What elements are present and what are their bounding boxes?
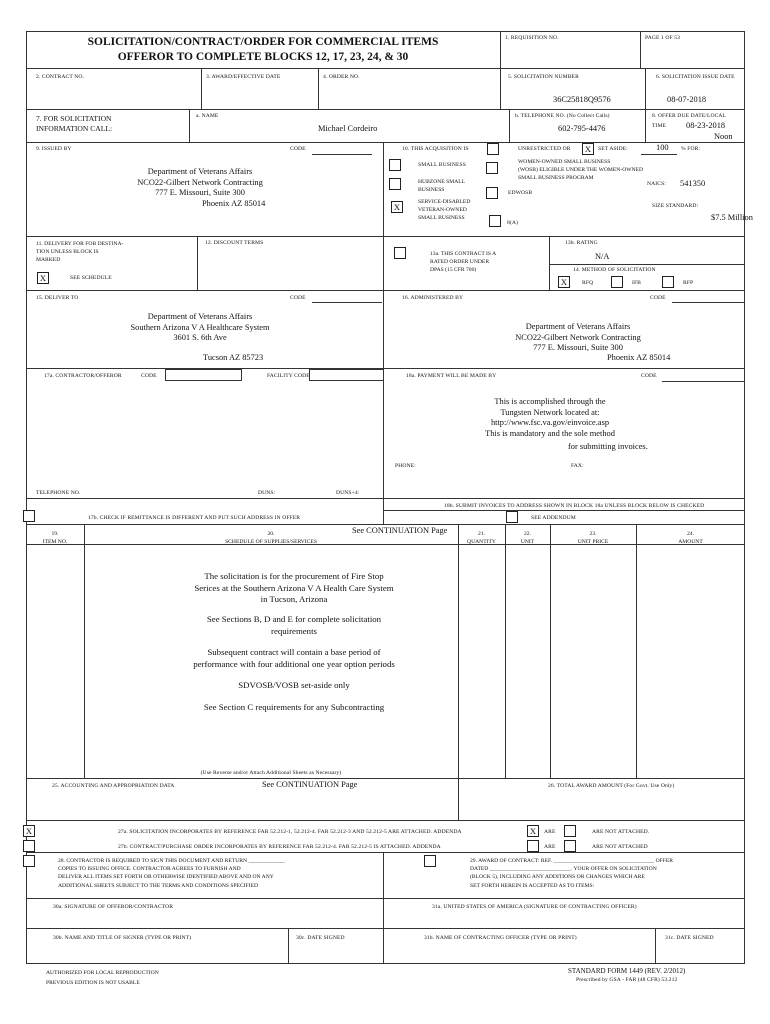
27b-are-checkbox[interactable] xyxy=(527,840,539,852)
solicitation-number-label: 5. SOLICITATION NUMBER xyxy=(508,74,579,80)
28-checkbox[interactable] xyxy=(23,855,35,867)
administered-by-code-label: CODE xyxy=(650,295,666,301)
see-schedule-label: SEE SCHEDULE xyxy=(70,275,112,281)
payment-code-label: CODE xyxy=(641,373,657,379)
29-checkbox[interactable] xyxy=(424,855,436,867)
small-business-label: SMALL BUSINESS xyxy=(418,162,466,168)
requisition-label: 1. REQUISITION NO. xyxy=(505,35,559,41)
facility-code-field[interactable] xyxy=(309,369,383,381)
eight-a-checkbox[interactable] xyxy=(489,215,501,227)
set-aside-percent: 100 xyxy=(656,143,669,152)
block-28-text: 28. CONTRACTOR IS REQUIRED TO SIGN THIS DOCUMENT AND RETURN _____________ COPIES TO ISSUING OFFICE. CONTRACTOR AGREES TO FURNISH AND DELIVER ALL ITEMS SET FORTH OR OTHERWISE IDENTIFIED ABOVE AND ON ANY ADDITIONAL SHEETS SUBJECT TO THE TERMS AND CONDITIONS SPECIFIED xyxy=(58,858,285,889)
27b-are-not-label: ARE NOT ATTACHED xyxy=(592,844,648,850)
ifb-checkbox[interactable] xyxy=(611,276,623,288)
rfp-checkbox[interactable] xyxy=(662,276,674,288)
order-no-label: 4. ORDER NO. xyxy=(323,74,360,80)
deliver-to-address: Department of Veterans Affairs Southern Arizona V A Healthcare System 3601 S. 6th Ave xyxy=(130,312,270,342)
ifb-label: IFB xyxy=(632,280,642,286)
schedule-continuation: See CONTINUATION Page xyxy=(352,526,448,535)
delivery-fob-label: 11. DELIVERY FOR FOB DESTINA- TION UNLESS BLOCK IS MARKED xyxy=(36,241,124,264)
rfq-checkbox[interactable]: X xyxy=(558,276,570,288)
form-title: SOLICITATION/CONTRACT/ORDER FOR COMMERCIAL ITEMS xyxy=(87,36,439,48)
schedule-description-1: The solicitation is for the procurement of Fire Stop Serices at the Southern Arizona V A Health Care System in Tucson, Arizona xyxy=(194,571,394,604)
telephone-label: TELEPHONE NO. xyxy=(36,490,81,496)
sdvosb-checkbox[interactable]: X xyxy=(391,201,403,213)
27b-checkbox[interactable] xyxy=(23,840,35,852)
remittance-label: 17b. CHECK IF REMITTANCE IS DIFFERENT AND PUT SUCH ADDRESS IN OFFER xyxy=(88,515,301,521)
col-item-no: 19. ITEM NO. xyxy=(42,531,68,546)
size-standard-label: SIZE STANDARD: xyxy=(652,203,699,209)
method-label: 14. METHOD OF SOLICITATION xyxy=(573,267,656,273)
set-aside-label: SET ASIDE: xyxy=(598,146,628,152)
accounting-label: 25. ACCOUNTING AND APPROPRIATION DATA xyxy=(52,783,175,789)
info-call-label: 7. FOR SOLICITATION INFORMATION CALL: xyxy=(36,114,113,133)
rating-label: 13b. RATING xyxy=(565,240,598,246)
officer-name-label: 31b. NAME OF CONTRACTING OFFICER (TYPE OR PRINT) xyxy=(424,935,577,941)
rfq-label: RFQ xyxy=(582,280,594,286)
issue-date-label: 6. SOLICITATION ISSUE DATE xyxy=(656,74,735,80)
see-addendum-label: SEE ADDENDUM xyxy=(531,515,576,521)
solicitation-number: 36C25818Q9576 xyxy=(553,95,611,104)
27a-are-not-label: ARE NOT ATTACHED. xyxy=(592,829,650,835)
see-schedule-checkbox[interactable]: X xyxy=(37,272,49,284)
27a-are-not-checkbox[interactable] xyxy=(564,825,576,837)
administered-by-city: Phoenix AZ 85014 xyxy=(607,353,671,362)
col-amount: 24. AMOUNT xyxy=(678,531,703,546)
offer-due-time: Noon xyxy=(714,132,733,141)
contractor-label: 17a. CONTRACTOR/OFFEROR xyxy=(44,373,122,379)
rated-order-label: 13a. THIS CONTRACT IS A RATED ORDER UNDER DPAS (15 CFR 700) xyxy=(430,251,497,274)
schedule-description-4: SDVOSB/VOSB set-aside only xyxy=(238,680,350,690)
27a-checkbox[interactable]: X xyxy=(23,825,35,837)
telephone-label: b. TELEPHONE NO. (No Collect Calls) xyxy=(515,113,610,119)
unrestricted-checkbox[interactable]: X xyxy=(582,143,594,155)
27a-are-label: ARE xyxy=(544,829,556,835)
submit-invoices-label: 18b. SUBMIT INVOICES TO ADDRESS SHOWN IN BLOCK 18a UNLESS BLOCK BELOW IS CHECKED xyxy=(444,503,705,509)
percent-for-label: % FOR: xyxy=(681,146,701,152)
discount-terms-label: 12. DISCOUNT TERMS xyxy=(205,240,264,246)
deliver-to-city: Tucson AZ 85723 xyxy=(203,353,264,362)
27b-text: 27b. CONTRACT/PURCHASE ORDER INCORPORATES BY REFERENCE FAR 52.212-4. FAR 52.212-5 IS ATTACHED. ADDENDA xyxy=(118,844,441,850)
form-subtitle: OFFEROR TO COMPLETE BLOCKS 12, 17, 23, 24, & 30 xyxy=(117,51,409,63)
administered-by-address: Department of Veterans Affairs NCO22-Gilbert Network Contracting 777 E. Missouri, Suite 300 xyxy=(515,322,641,352)
payment-fax-label: FAX: xyxy=(571,463,584,469)
prescribed-by-label: Prescribed by GSA - FAR (48 CFR) 53.212 xyxy=(576,977,678,983)
col-unit-price: 23. UNIT PRICE xyxy=(577,531,609,546)
schedule-description-5: See Section C requirements for any Subcontracting xyxy=(203,702,385,712)
payment-label: 18a. PAYMENT WILL BE MADE BY xyxy=(406,373,497,379)
rated-order-checkbox[interactable] xyxy=(394,247,406,259)
contact-phone: 602-795-4476 xyxy=(558,124,606,133)
administered-by-label: 16. ADMINISTERED BY xyxy=(402,295,464,301)
duns4-label: DUNS+4: xyxy=(336,490,360,496)
footer-authorization: AUTHORIZED FOR LOCAL REPRODUCTION PREVIOUS EDITION IS NOT USABLE xyxy=(46,970,159,986)
rfp-label: RFP xyxy=(683,280,694,286)
signer-date-label: 30c. DATE SIGNED xyxy=(296,935,345,941)
27b-are-not-checkbox[interactable] xyxy=(564,840,576,852)
wosb-label: WOMEN-OWNED SMALL BUSINESS (WOSB) ELIGIBLE UNDER THE WOMEN-OWNED SMALL BUSINESS PROGRAM xyxy=(518,159,644,182)
eight-a-label: 8(A) xyxy=(507,220,518,226)
accounting-continuation: See CONTINUATION Page xyxy=(262,780,358,789)
contractor-code-field[interactable] xyxy=(165,369,242,381)
edwosb-checkbox[interactable] xyxy=(486,187,498,199)
remittance-checkbox[interactable] xyxy=(23,510,35,522)
27a-text: 27a. SOLICITATION INCORPORATES BY REFERENCE FAR 52.212-1, 52.212-4. FAR 52.212-3 AND 52.212-5 ARE ATTACHED. ADDENDA xyxy=(118,829,462,835)
wosb-checkbox[interactable] xyxy=(486,162,498,174)
issued-by-address: Department of Veterans Affairs NCO22-Gilbert Network Contracting 777 E. Missouri, Suite 300 xyxy=(137,167,263,197)
contract-no-label: 2. CONTRACT NO. xyxy=(36,74,85,80)
standard-form-label: STANDARD FORM 1449 (REV. 2/2012) xyxy=(568,967,686,975)
hubzone-label: HUBZONE SMALL BUSINESS xyxy=(418,179,466,194)
edwosb-label: EDWOSB xyxy=(508,190,533,196)
acquisition-code-box[interactable] xyxy=(487,143,499,155)
issue-date: 08-07-2018 xyxy=(667,95,707,104)
schedule-description-2: See Sections B, D and E for complete solicitation requirements xyxy=(206,614,382,636)
hubzone-checkbox[interactable] xyxy=(389,178,401,190)
contact-name: Michael Cordeiro xyxy=(318,124,378,133)
signature-offeror-label: 30a. SIGNATURE OF OFFEROR/CONTRACTOR xyxy=(53,904,174,910)
page-label: PAGE 1 OF 53 xyxy=(645,35,681,41)
payment-instructions-end: for submitting invoices. xyxy=(568,442,648,451)
27b-are-label: ARE xyxy=(544,844,556,850)
payment-phone-label: PHONE: xyxy=(395,463,416,469)
signer-name-label: 30b. NAME AND TITLE OF SIGNER (TYPE OR PRINT) xyxy=(53,935,192,941)
issued-by-code-label: CODE xyxy=(290,146,306,152)
sdvosb-label: SERVICE-DISABLED VETERAN-OWNED SMALL BUSINESS xyxy=(418,199,471,222)
size-standard: $7.5 Million xyxy=(711,213,753,222)
signature-officer-label: 31a. UNITED STATES OF AMERICA (SIGNATURE OF CONTRACTING OFFICER) xyxy=(432,904,637,910)
acquisition-label: 10. THIS ACQUISITION IS xyxy=(402,146,469,152)
contractor-code-label: CODE xyxy=(141,373,157,379)
col-schedule: 20. SCHEDULE OF SUPPLIES/SERVICES xyxy=(225,531,317,546)
naics-code: 541350 xyxy=(680,179,706,188)
payment-instructions: This is accomplished through the Tungsten Network located at: http://www.fsc.va.gov/einvoice.asp This is mandatory and the sole method xyxy=(485,397,615,438)
deliver-to-label: 15. DELIVER TO xyxy=(36,295,79,301)
facility-code-label: FACILITY CODE xyxy=(267,373,310,379)
offer-due-time-label: TIME xyxy=(652,123,667,129)
issued-by-label: 9. ISSUED BY xyxy=(36,146,72,152)
issued-by-city: Phoenix AZ 85014 xyxy=(202,199,266,208)
award-date-label: 3. AWARD/EFFECTIVE DATE xyxy=(206,74,281,80)
duns-label: DUNS: xyxy=(258,490,276,496)
total-award-label: 26. TOTAL AWARD AMOUNT (For Govt. Use Only) xyxy=(548,783,675,789)
addendum-checkbox[interactable] xyxy=(506,511,518,523)
offer-due-label: 8. OFFER DUE DATE/LOCAL xyxy=(652,113,727,119)
block-29-text: 29. AWARD OF CONTRACT: REF. ____________________________________ OFFER DATED _____________________________. YOUR OFFER ON SOLICITATION (BLOCK 5), INCLUDING ANY ADDITIONS OR CHANGES WHICH ARE SET FORTH HEREIN IS ACCEPTED AS TO ITEMS: xyxy=(470,858,674,889)
rating-value: N/A xyxy=(595,252,610,261)
officer-date-label: 31c. DATE SIGNED xyxy=(665,935,714,941)
reverse-note: (Use Reverse and/or Attach Additional Sheets as Necessary) xyxy=(200,770,342,776)
offer-due-date: 08-23-2018 xyxy=(686,121,726,130)
col-quantity: 21. QUANTITY xyxy=(467,531,496,546)
small-business-checkbox[interactable] xyxy=(389,159,401,171)
naics-label: NAICS: xyxy=(647,181,666,187)
deliver-to-code-label: CODE xyxy=(290,295,306,301)
name-label: a. NAME xyxy=(196,113,219,119)
unrestricted-label: UNRESTRICTED OR xyxy=(518,146,571,152)
col-unit: 22. UNIT xyxy=(520,531,535,546)
schedule-description-3: Subsequent contract will contain a base period of performance with four additional one year option periods xyxy=(193,647,395,669)
27a-are-checkbox[interactable]: X xyxy=(527,825,539,837)
